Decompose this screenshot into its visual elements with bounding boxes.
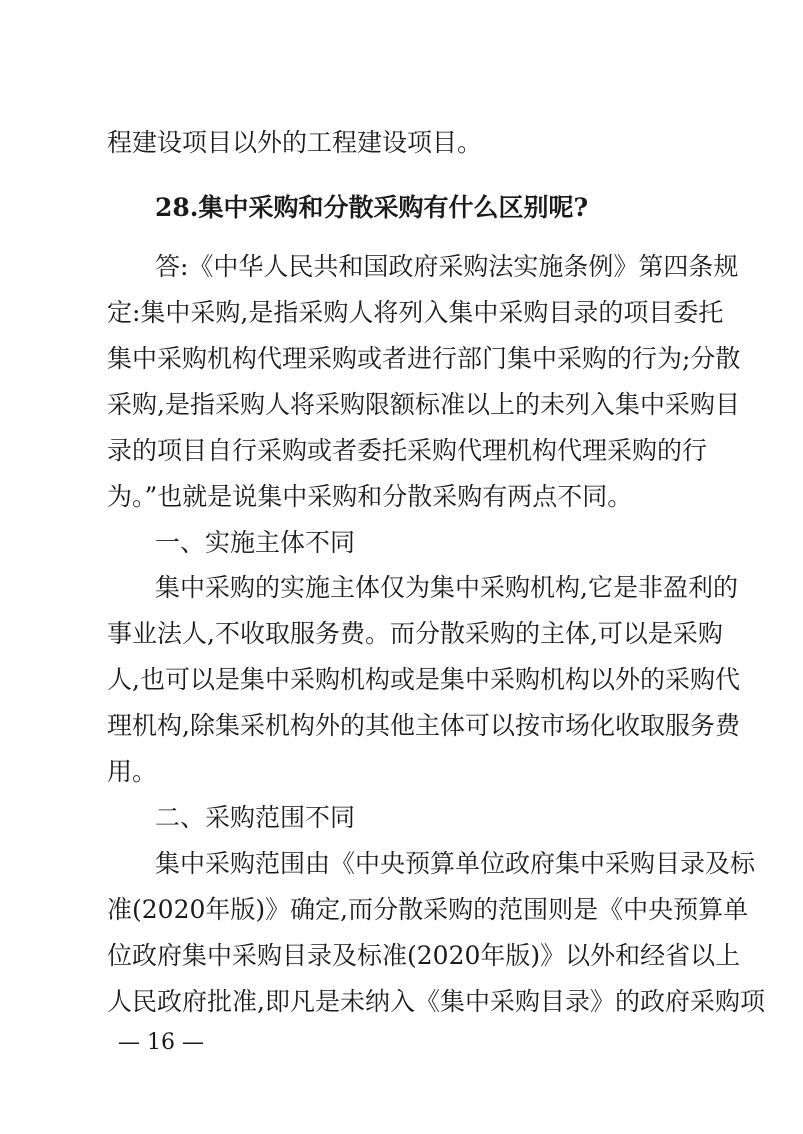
body-text-line: 准(2020年版)》确定,而分散采购的范围则是《中央预算单	[107, 895, 749, 924]
body-text-line: 采购,是指采购人将采购限额标准以上的未列入集中采购目	[107, 390, 740, 419]
body-text-line: 事业法人,不收取服务费。而分散采购的主体,可以是采购	[107, 619, 723, 648]
body-text-line: 人,也可以是集中采购机构或是集中采购机构以外的采购代	[107, 665, 740, 694]
section-heading: 28.集中采购和分散采购有什么区别呢?	[155, 193, 589, 222]
body-text-line: 用。	[107, 757, 158, 786]
subsection-title: 二、采购范围不同	[155, 803, 356, 832]
body-text-line: 集中采购范围由《中央预算单位政府集中采购目录及标	[155, 849, 756, 878]
body-text-line: 定:集中采购,是指采购人将列入集中采购目录的项目委托	[107, 298, 724, 327]
body-text-line: 答:《中华人民共和国政府采购法实施条例》第四条规	[155, 252, 739, 281]
subsection-title: 一、实施主体不同	[155, 528, 356, 557]
page-number: — 16 —	[118, 1030, 204, 1055]
body-text-line: 程建设项目以外的工程建设项目。	[107, 128, 483, 157]
body-text-line: 人民政府批准,即凡是未纳入《集中采购目录》的政府采购项	[107, 987, 765, 1016]
body-text-line: 理机构,除集采机构外的其他主体可以按市场化收取服务费	[107, 711, 740, 740]
body-text-line: 集中采购机构代理采购或者进行部门集中采购的行为;分散	[107, 344, 741, 373]
body-text-line: 集中采购的实施主体仅为集中采购机构,它是非盈利的	[155, 573, 738, 602]
body-text-line: 为。”也就是说集中采购和分散采购有两点不同。	[107, 482, 633, 511]
body-text-line: 位政府集中采购目录及标准(2020年版)》以外和经省以上	[107, 941, 741, 970]
body-text-line: 录的项目自行采购或者委托采购代理机构代理采购的行	[107, 436, 708, 465]
